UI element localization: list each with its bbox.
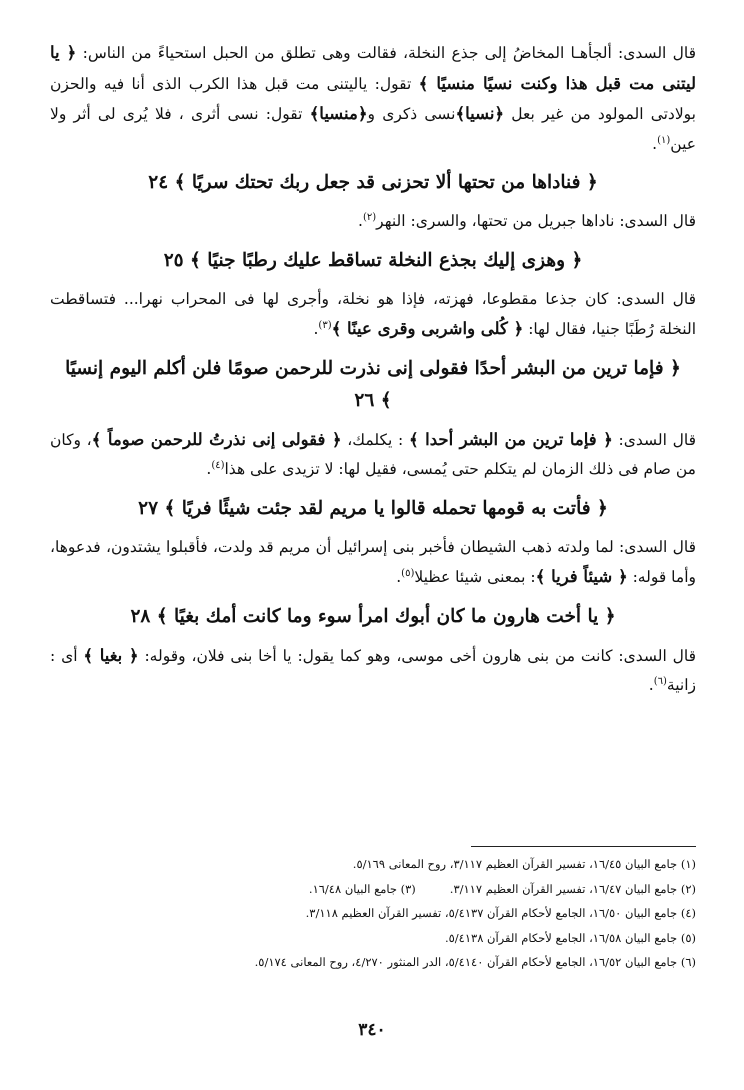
verse-26: ﴿ فإما ترين من البشر أحدًا فقولى إنى نذرت للرحمن صومًا فلن أكلم اليوم إنسيًا ﴾ ٢٦ bbox=[65, 357, 681, 411]
footnote-ref: (٦) bbox=[653, 675, 667, 687]
text: نسى ذكرى و bbox=[367, 105, 456, 123]
quran-quote: ﴿منسيا﴾ bbox=[309, 104, 368, 123]
footnote-6: (٦) جامع البيان ١٦/٥٢، الجامع لأحكام القرآن ٥/٤١٤٠، الدر المنثور ٤/٢٧٠، روح المعانى ٥/١٧٤. bbox=[254, 955, 696, 969]
footnote-ref: (٣) bbox=[318, 319, 332, 331]
paragraph-3 bbox=[50, 285, 696, 345]
footnote-ref: (٢) bbox=[362, 211, 377, 223]
verse-24: ﴿ فناداها من تحتها ألا تحزنى قد جعل ربك تحتك سريًا ﴾ ٢٤ bbox=[148, 172, 598, 193]
text: : يكلمك، bbox=[341, 430, 409, 449]
quran-quote: ﴿ فقولى إنى نذرتُ للرحمن صوماً ﴾ bbox=[91, 429, 342, 449]
text: قال السدى: ألجأهـا المخاضُ إلى جذع النخلة، فقالت وهى تطلق من الحبل استحياءً من الناس: bbox=[76, 44, 696, 62]
footnote-row-2-3 bbox=[50, 877, 696, 902]
paragraph-2 bbox=[50, 207, 696, 237]
text: قال السدى: لما ولدته ذهب الشيطان فأخبر بنى إسرائيل أن مريم قد ولدت، فأقبلوا يشتدون، فدعوها، وأما قوله: bbox=[50, 537, 696, 586]
text: قال السدى: bbox=[612, 430, 696, 449]
footnote-3: (٣) جامع البيان ١٦/٤٨. bbox=[308, 881, 416, 896]
text: . bbox=[648, 676, 654, 694]
text: تقول: ياليتنى مت قبل هذا الكرب الذى أنا فيه والحزن بولادتى المولود من غير بعل bbox=[50, 74, 696, 123]
footnote-ref: (١) bbox=[657, 134, 671, 146]
paragraph-1 bbox=[50, 38, 696, 159]
paragraph-5 bbox=[50, 533, 696, 593]
text: . bbox=[313, 320, 319, 338]
quran-quote: ﴿ شيئاً فريا ﴾ bbox=[535, 567, 628, 586]
footnote-2: (٢) جامع البيان ١٦/٤٧، تفسير القرآن العظيم ٣/١١٧. bbox=[449, 881, 696, 896]
quran-quote: ﴿ فإما ترين من البشر أحدا ﴾ bbox=[408, 429, 613, 449]
quran-quote: ﴿ كُلى واشربى وقرى عينًا ﴾ bbox=[331, 319, 524, 338]
footnote-ref: (٥) bbox=[401, 567, 415, 579]
footnote-ref: (٤) bbox=[211, 459, 225, 471]
footnote-4: (٤) جامع البيان ١٦/٥٠، الجامع لأحكام القرآن ٥/٤١٣٧، تفسير القرآن العظيم ٣/١١٨. bbox=[305, 906, 696, 920]
quran-quote: ﴿ يا ليتنى مت قبل هذا وكنت نسيًا منسيًا ﴾ bbox=[50, 43, 696, 93]
text: . bbox=[396, 568, 402, 586]
text: تقول: نسى أثرى ، فلا يُرى لى أثر ولا عين bbox=[50, 105, 696, 153]
text: قال السدى: كانت من بنى هارون أخى موسى، وهو كما يقول: يا أخا بنى فلان، وقوله: bbox=[138, 646, 697, 665]
verse-27: ﴿ فأتت به قومها تحمله قالوا يا مريم لقد جئت شيئًا فريًا ﴾ ٢٧ bbox=[138, 497, 608, 519]
text: ، وكان من صام فى ذلك الزمان لم يتكلم حتى يُمسى، فقيل لها: لا تزيدى على هذا bbox=[50, 430, 696, 478]
quran-quote: ﴿ بغيا ﴾ bbox=[83, 645, 139, 665]
text: قال السدى: ناداها جبريل من تحتها، والسرى: النهر bbox=[376, 212, 696, 230]
text: . bbox=[358, 212, 363, 230]
footnotes bbox=[50, 852, 696, 975]
footnote-divider bbox=[471, 846, 696, 847]
paragraph-6 bbox=[50, 641, 696, 701]
text: أى : زانية bbox=[50, 646, 696, 694]
quran-quote: ﴿نسيا﴾ bbox=[455, 104, 505, 123]
verse-28: ﴿ يا أخت هارون ما كان أبوك امرأ سوء وما كانت أمك بغيًا ﴾ ٢٨ bbox=[130, 605, 616, 627]
verse-25: ﴿ وهزى إليك بجذع النخلة تساقط عليك رطبًا جنيًا ﴾ ٢٥ bbox=[163, 249, 583, 271]
text: . bbox=[206, 460, 212, 478]
footnote-5: (٥) جامع البيان ١٦/٥٨، الجامع لأحكام القرآن ٥/٤١٣٨. bbox=[444, 930, 696, 945]
text: قال السدى: كان جذعا مقطوعا، فهزته، فإذا هو نخلة، وأجرى لها فى المحراب نهرا... فتساقطت النخلة رُطَبًا جنيا، فقال لها: bbox=[50, 289, 696, 338]
paragraph-4 bbox=[50, 425, 696, 485]
text: : بمعنى شيئا عظيلا bbox=[414, 568, 536, 586]
footnote-1: (١) جامع البيان ١٦/٤٥، تفسير القرآن العظيم ٣/١١٧، روح المعانى ٥/١٦٩. bbox=[352, 857, 696, 871]
page-number: ٣٤٠ bbox=[358, 1020, 386, 1040]
text: . bbox=[652, 134, 658, 153]
